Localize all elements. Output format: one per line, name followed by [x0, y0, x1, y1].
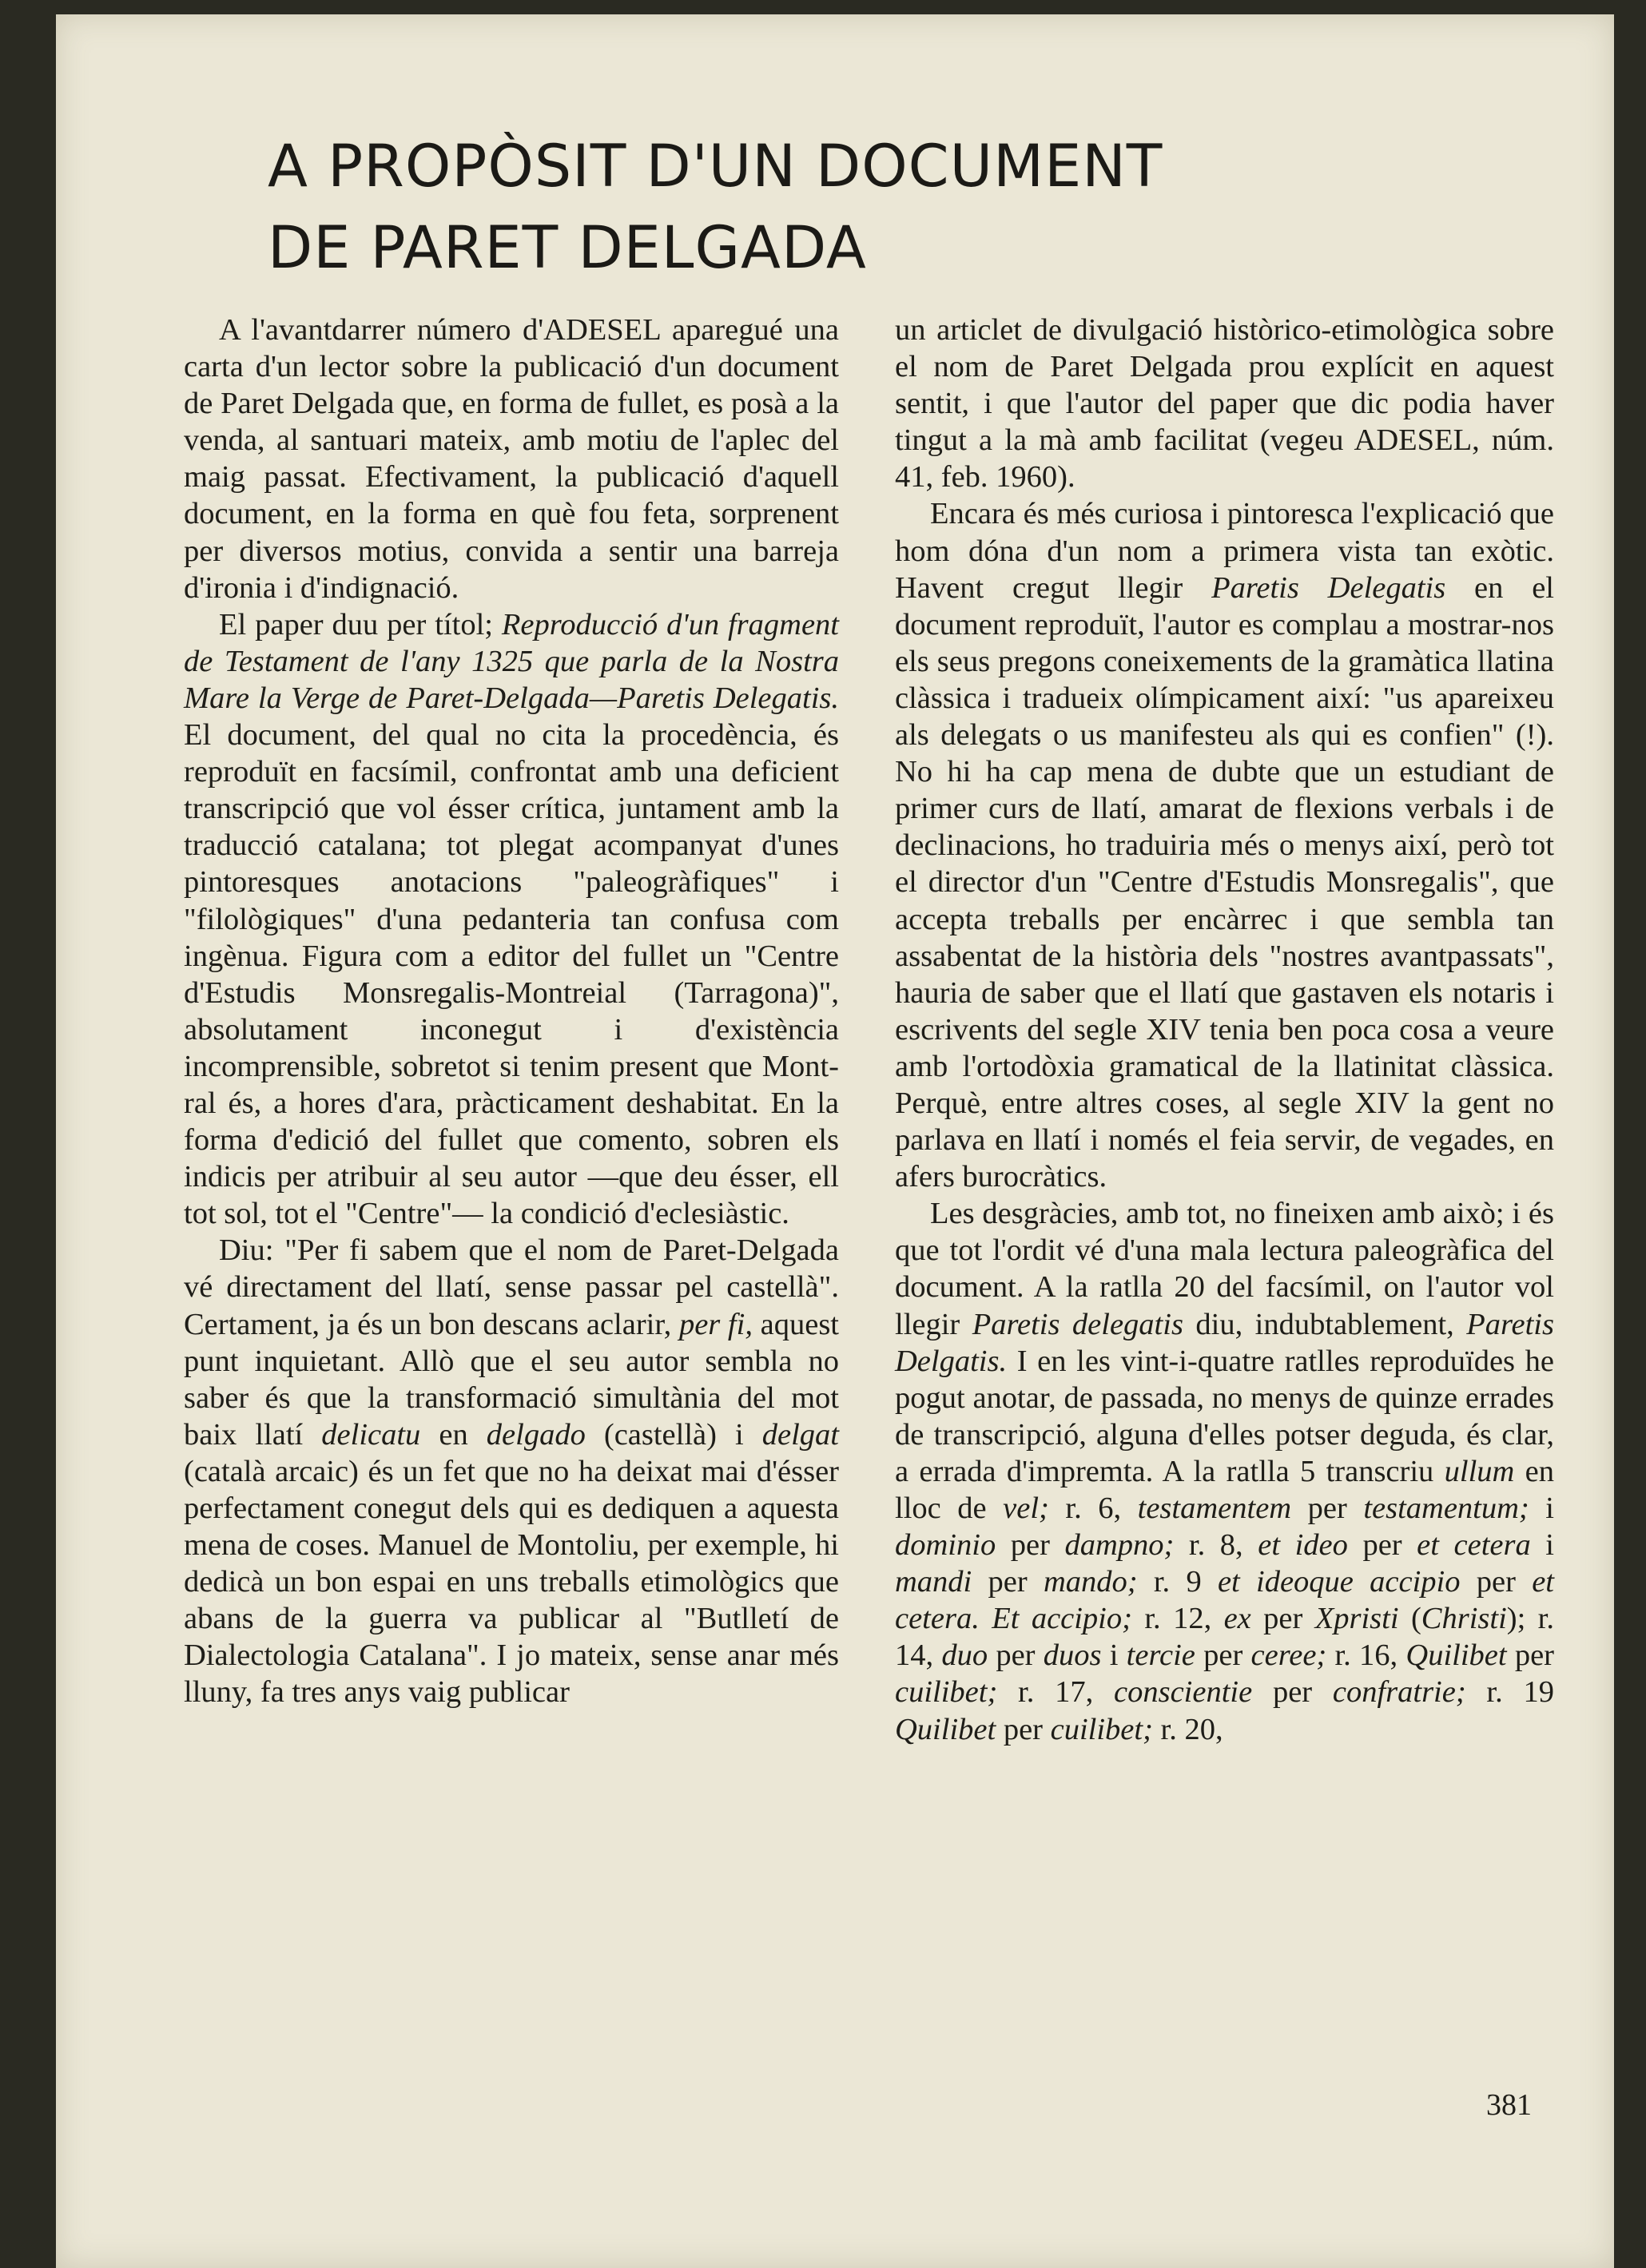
text: ); r. 14, [895, 1602, 1554, 1673]
paragraph [184, 1232, 839, 1710]
text: per [1195, 1638, 1251, 1673]
italic-term: et ideoque accipio [1217, 1565, 1461, 1599]
text: El paper duu per títol; [219, 607, 502, 641]
italic-term: vel; [1003, 1491, 1049, 1525]
text: per [1506, 1638, 1554, 1673]
text: per [972, 1565, 1044, 1599]
pamphlet-title: Reproducció d'un fragment de Testament de l'any 1325 que parla de la Nostra Mare la Verge de Paret-Delgada—Paretis Delegatis. [184, 607, 839, 715]
italic-term: mando; [1043, 1565, 1138, 1599]
italic-term: conscientie [1114, 1675, 1253, 1710]
text: en [420, 1417, 487, 1452]
italic-term: ullum [1444, 1454, 1515, 1488]
text: Les desgràcies, amb tot, no fineixen amb això; i és que tot l'ordit vé d'una mala lectura paleogràfica del document. A la ratlla 20 del facsímil, on l'autor vol llegir [895, 1197, 1554, 1341]
text: r. 16, [1326, 1638, 1406, 1673]
italic-term: et cetera. Et accipio; [895, 1565, 1554, 1636]
text: Encara és més curiosa i pintoresca l'explicació que hom dóna d'un nom a primera vista tan exòtic. Havent cregut llegir [895, 497, 1554, 605]
text: r. 17, [997, 1675, 1114, 1710]
text: A l'avantdarrer número d'ADESEL aparegué una carta d'un lector sobre la publicació d'un document de Paret Delgada que, en forma de fullet, es posà a la venda, al santuari mateix, amb motiu de l'aplec del maig passat. Efectivament, la publicació d'aquell document, en la forma en què fou feta, sorprenent per diversos motius, convida a sentir una barreja d'ironia i d'indignació. [184, 313, 839, 605]
text: per [1252, 1675, 1333, 1710]
paragraph [184, 606, 839, 1233]
text: per [996, 1528, 1065, 1563]
text: un articlet de divulgació històrico-etimològica sobre el nom de Paret Delgada prou explícit en aquest sentit, i que l'autor del paper que dic podia haver tingut a la mà amb facilitat (vegeu ADESEL, núm. 41, feb. 1960). [895, 313, 1554, 495]
italic-term: dampno; [1064, 1528, 1175, 1563]
text: (català arcaic) és un fet que no ha deixat mai d'ésser perfectament conegut dels qui es dediquen a aquesta mena de coses. Manuel de Montoliu, per exemple, hi dedicà un bon espai en uns treballs etimològics que abans de la guerra va publicar al "Butlletí de Dialectologia Catalana". I jo mateix, sense anar més lluny, fa tres anys vaig publicar [184, 1454, 839, 1710]
text: r. 6, [1048, 1491, 1138, 1525]
text: per [1347, 1528, 1417, 1563]
italic-term: Paretis Delgatis. [895, 1307, 1554, 1378]
text: per [996, 1712, 1051, 1746]
text: per [1291, 1491, 1364, 1525]
italic-term: delgado [486, 1417, 586, 1452]
italic-term: dominio [895, 1528, 996, 1563]
text: per [988, 1638, 1044, 1673]
text: en lloc de [895, 1454, 1554, 1525]
italic-term: Paretis Delegatis [1211, 570, 1446, 605]
text: i [1530, 1528, 1554, 1563]
article-title [268, 126, 1466, 289]
text: per [1460, 1565, 1533, 1599]
italic-term: duo [941, 1638, 988, 1673]
italic-term: duos [1043, 1638, 1102, 1673]
text: r. 9 [1137, 1565, 1218, 1599]
italic-term: Quilibet [895, 1712, 996, 1746]
italic-term: testamentum; [1363, 1491, 1529, 1525]
italic-term: mandi [895, 1565, 972, 1599]
paragraph [895, 1195, 1554, 1747]
text: ( [1398, 1602, 1421, 1636]
italic-term: Paretis delegatis [972, 1307, 1183, 1341]
italic-term: testamentem [1137, 1491, 1292, 1525]
italic-term: ceree; [1250, 1638, 1327, 1673]
paragraph [895, 312, 1554, 495]
right-column [895, 312, 1554, 1748]
title-line-1: A PROPÒSIT D'UN DOCUMENT [268, 133, 1163, 201]
text: per [1250, 1602, 1315, 1636]
text: r. 19 [1465, 1675, 1554, 1710]
text: I en les vint-i-quatre ratlles reproduïdes he pogut anotar, de passada, no menys de quinze errades de transcripció, alguna d'elles potser deguda, és clar, a errada d'impremta. A la ratlla 5 transcriu [895, 1344, 1554, 1488]
italic-term: cuilibet; [895, 1675, 998, 1710]
italic-term: Quilibet [1405, 1638, 1507, 1673]
paragraph [184, 312, 839, 606]
paragraph [895, 495, 1554, 1195]
text: r. 20, [1152, 1712, 1223, 1746]
left-column [184, 312, 839, 1711]
text: en el document reproduït, l'autor es complau a mostrar-nos els seus pregons coneixements de la gramàtica llatina clàssica i tradueix olímpicament així: "us apareixeu als delegats o us manifesteu als qui es confien" (!). No hi ha cap mena de dubte que un estudiant de primer curs de llatí, amarat de flexions verbals i de declinacions, ho traduiria més o menys així, però tot el director d'un "Centre d'Estudis Monsregalis", que accepta treballs per encàrrec i que sembla tan assabentat de la història dels "nostres avantpassats", hauria de saber que el llatí que gastaven els notaris i escrivents del segle XIV tenia ben poca cosa a veure amb l'ortodòxia gramatical de la llatinitat clàssica. Perquè, entre altres coses, al segle XIV la gent no parlava en llatí i només el feia servir, de vegades, en afers burocràtics. [895, 570, 1554, 1194]
italic-term: delgat [761, 1417, 839, 1452]
title-line-2: DE PARET DELGADA [268, 214, 867, 282]
italic-term: confratrie; [1332, 1675, 1466, 1710]
italic-term: delicatu [321, 1417, 421, 1452]
text: (castellà) i [585, 1417, 762, 1452]
italic-term: per fi, [678, 1307, 753, 1341]
italic-term: et ideo [1258, 1528, 1348, 1563]
text: El document, del qual no cita la procedència, és reproduït en facsímil, confrontat amb una deficient transcripció que vol ésser crítica, juntament amb la traducció catalana; tot plegat acompanyat d'unes pintoresques anotacions "paleogràfiques" i "filològiques" d'una pedanteria tan confusa com ingènua. Figura com a editor del fullet un "Centre d'Estudis Monsregalis-Montreial (Tarragona)", absolutament inconegut i d'existència incomprensible, sobretot si tenim present que Mont-ral és, a hores d'ara, pràcticament deshabitat. En la forma d'edició del fullet que comento, sobren els indicis per atribuir al seu autor —que deu ésser, ell tot sol, tot el "Centre"— la condició d'eclesiàstic. [184, 718, 839, 1231]
italic-term: ex [1223, 1602, 1251, 1636]
text: aquest punt inquietant. Allò que el seu autor sembla no saber és que la transformació simultània del mot baix llatí [184, 1307, 840, 1452]
italic-term: Xpristi [1314, 1602, 1399, 1636]
italic-term: Christi [1421, 1602, 1507, 1636]
text: r. 8, [1174, 1528, 1258, 1563]
italic-term: et cetera [1417, 1528, 1531, 1563]
text: diu, indubtablement, [1183, 1307, 1467, 1341]
text: Diu: "Per fi sabem que el nom de Paret-Delgada vé directament del llatí, sense passar pel castellà". Certament, ja és un bon descans aclarir, [184, 1233, 839, 1341]
magazine-page [56, 14, 1614, 2268]
italic-term: tercie [1126, 1638, 1195, 1673]
italic-term: cuilibet; [1050, 1712, 1153, 1746]
text: r. 12, [1131, 1602, 1224, 1636]
text: i [1101, 1638, 1127, 1673]
page-number: 381 [1486, 2088, 1532, 2122]
text: i [1529, 1491, 1554, 1525]
